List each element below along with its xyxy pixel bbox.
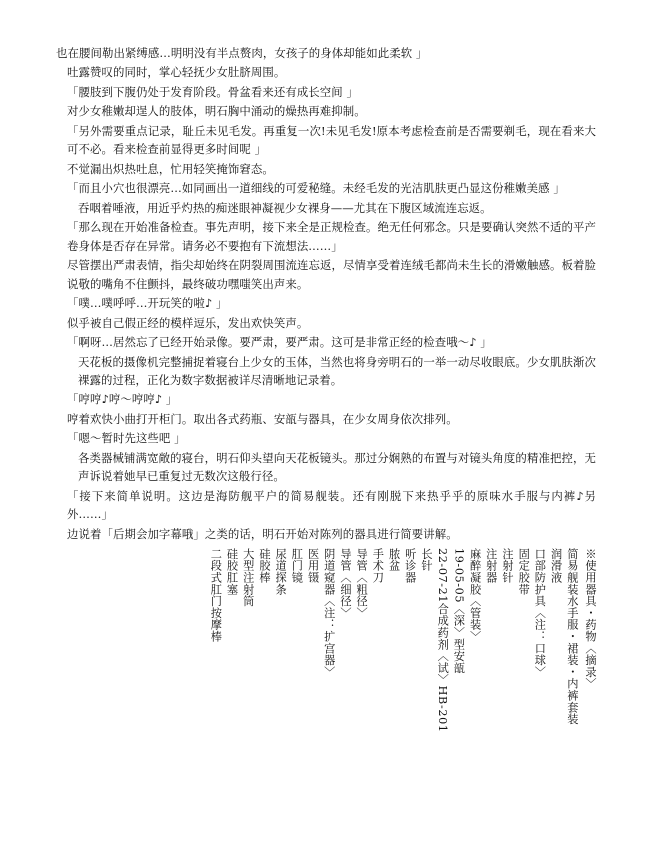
list-item: 长针	[419, 548, 433, 572]
list-item: 19-05-05〈深〉型安瓿	[452, 548, 466, 674]
paragraph: 哼着欢快小曲打开柜门。取出各式药瓶、安瓿与器具，在少女周身依次排列。	[67, 411, 458, 426]
list-item: 硅胶棒	[257, 548, 271, 584]
paragraph: 「腰肢到下腹仍处于发育阶段。骨盆看来还有成长空间 」	[67, 84, 358, 99]
paragraph: 边说着「后期会加字幕哦」之类的话，明石开始对陈列的器具进行简要讲解。	[67, 526, 458, 541]
list-item: 手术刀	[371, 548, 385, 584]
paragraph: 吐露赞叹的同时，掌心轻抚少女肚脐周围。	[67, 65, 286, 80]
paragraph: 天花板的摄像机完整捕捉着寝台上少女的玉体，当然也将身旁明石的一举一动尽收眼底。少女肌肤渐次裸露的过程，正化为数字数据被详尽清晰地记录着。	[78, 354, 596, 387]
paragraph: 「另外需要重点记录，耻丘未见毛发。再重复一次!未见毛发!原本考虑检查前是否需要剃毛，现在看来大可不必。看来检查前显得更多时间呢 」	[67, 123, 596, 157]
list-note-column: ※使用器具・药物〈摘录〉	[584, 548, 597, 690]
paragraph: 也在腰间勒出紧缚感…明明没有半点赘肉，女孩子的身体却能如此柔软 」	[56, 46, 428, 60]
list-item: 硅胶肛塞	[225, 548, 239, 596]
list-item: 二段式肛门按摩棒	[209, 548, 223, 643]
paragraph: 对少女稚嫩却逞人的肢体，明石胸中涌动的燥热再难抑制。	[67, 104, 366, 119]
paragraph: 吞咽着唾液，用近乎灼热的痴迷眼神凝视少女裸身——尤其在下腹区域流连忘返。	[78, 200, 492, 215]
paragraph: 「噗…噗呼呼…开玩笑的啦♪ 」	[67, 296, 228, 311]
list-item: 导管〈细径〉	[338, 548, 352, 619]
list-item: 麻醉凝胶〈管装〉	[468, 548, 482, 643]
list-item: 大型注射筒	[241, 548, 255, 607]
paragraph: 「那么现在开始准备检查。事先声明，接下来全是正规检查。绝无任何邪念。只是要确认突然不适的平产卷身体是否存在异常。请务必不要抱有下流想法……」	[67, 220, 596, 253]
list-item: 医用镊	[306, 548, 320, 584]
list-item: 尿道探条	[274, 548, 288, 596]
list-item: 固定胶带	[517, 548, 531, 596]
paragraph: 不觉漏出炽热吐息，忙用轻笑掩饰窘态。	[67, 161, 274, 176]
paragraph: 「啊呀…居然忘了已经开始录像。要严肃，要严肃。这可是非常正经的检查哦～♪ 」	[67, 335, 492, 350]
vertical-item-list	[56, 548, 596, 798]
paragraph: 尽管摆出严肃表情，指尖却始终在阴裂周围流连忘返，尽情享受着连绒毛都尚未生长的滑嫩触感。板着脸说敬的嘴角不住颤抖，最终破功嘿嗤笑出声来。	[67, 258, 596, 291]
paragraph: 「而且小穴也很漂亮…如同画出一道细线的可爱秘缝。未经毛发的光洁肌肤更凸显这份稚嫩美感 」	[67, 181, 565, 196]
list-item: 导管〈粗径〉	[355, 548, 369, 619]
list-item: 22-07-21合成药剂〈试〉HB-201	[436, 548, 450, 733]
list-item: 润滑液	[549, 548, 563, 584]
list-item: 听诊器	[403, 548, 417, 584]
list-item: 脓盆	[387, 548, 401, 572]
paragraph: 「哼哼♪哼～哼哼♪ 」	[67, 392, 178, 407]
paragraph: 各类器械铺满宽敞的寝台，明石仰头望向天花板镜头。那过分娴熟的布置与对镜头角度的精准把控，无声诉说着她早已重复过无数次这般行径。	[78, 450, 596, 484]
list-item: 肛门镜	[290, 548, 304, 584]
list-item: 口部防护具〈注：口球〉	[533, 548, 547, 678]
list-item: 简易舰装水手服・裙装・内裤套装	[565, 548, 579, 725]
list-item: 注射针	[500, 548, 514, 584]
paragraph: 「接下来简单说明。这边是海防舰平户的简易舰装。还有刚脱下来热乎乎的原味水手服与内裤♪另外……」	[67, 488, 596, 522]
paragraph: 似乎被自己假正经的模样逗乐，发出欢快笑声。	[67, 315, 309, 330]
list-item: 阴道窥器〈注：扩宫器〉	[322, 548, 336, 678]
prose-body	[56, 44, 596, 544]
paragraph: 「嗯～暂时先这些吧 」	[67, 431, 186, 446]
list-item: 注射器	[484, 548, 498, 584]
